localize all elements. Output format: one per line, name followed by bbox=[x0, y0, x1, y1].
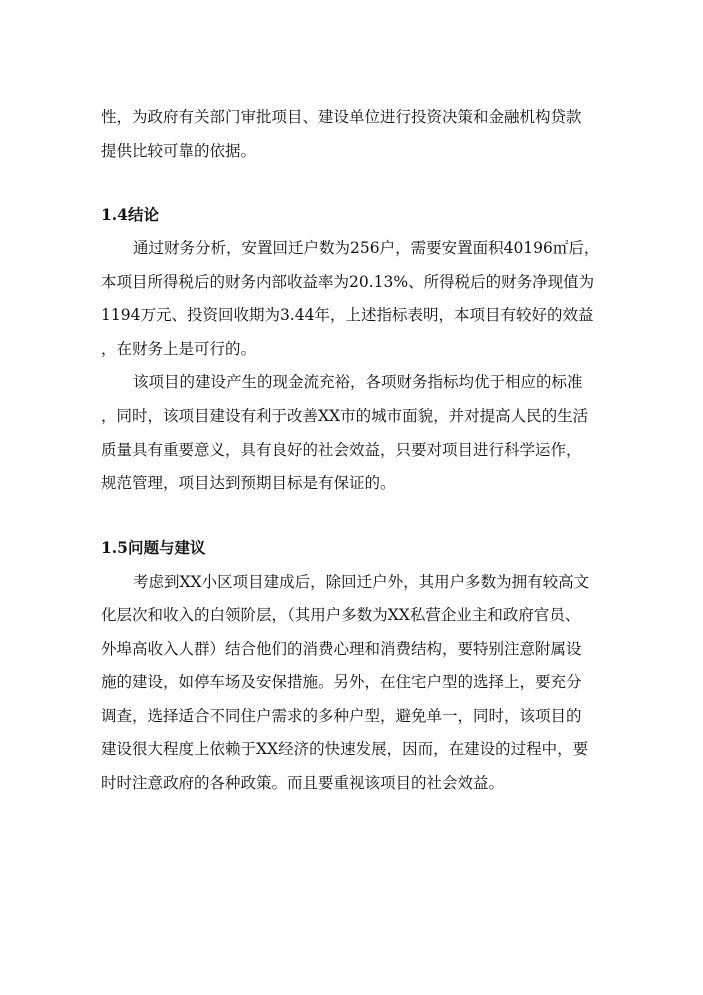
issues-p1-line-6: 建设很大程度上依赖于XX经济的快速发展，因而，在建设的过程中，要 bbox=[101, 740, 589, 758]
conclusion-p1-line-3: 1194万元、投资回收期为3.44年，上述指标表明，本项目有较好的效益 bbox=[101, 306, 594, 324]
conclusion-p1-line-4: ，在财务上是可行的。 bbox=[101, 340, 257, 358]
issues-p1-line-3: 外埠高收入人群）结合他们的消费心理和消费结构，要特别注意附属设 bbox=[101, 640, 582, 658]
section-heading-issues: 1.5问题与建议 bbox=[101, 538, 206, 557]
section-heading-conclusion: 1.4结论 bbox=[101, 205, 159, 224]
conclusion-p1-line-2: 本项目所得税后的财务内部收益率为20.13%、所得税后的财务净现值为 bbox=[101, 273, 595, 291]
conclusion-p2-line-4: 规范管理，项目达到预期目标是有保证的。 bbox=[101, 474, 396, 492]
conclusion-p2-line-2: ，同时，该项目建设有利于改善XX市的城市面貌，并对提高人民的生活 bbox=[101, 407, 589, 425]
intro-line-2: 提供比较可靠的依据。 bbox=[101, 142, 257, 160]
conclusion-p2-line-3: 质量具有重要意义，具有良好的社会效益，只要对项目进行科学运作， bbox=[101, 441, 582, 459]
intro-line-1: 性，为政府有关部门审批项目、建设单位进行投资决策和金融机构贷款 bbox=[101, 108, 582, 126]
issues-p1-line-2: 化层次和收入的白领阶层，（其用户多数为XX私营企业主和政府官员、 bbox=[101, 606, 581, 624]
issues-p1-line-1: 考虑到XX小区项目建成后，除回迁户外，其用户多数为拥有较高文 bbox=[133, 573, 590, 591]
issues-p1-line-7: 时时注意政府的各种政策。而且要重视该项目的社会效益。 bbox=[101, 774, 505, 792]
issues-p1-line-5: 调查，选择适合不同住户需求的多种户型，避免单一，同时，该项目的 bbox=[101, 707, 582, 725]
issues-p1-line-4: 施的建设，如停车场及安保措施。另外，在住宅户型的选择上，要充分 bbox=[101, 673, 582, 691]
conclusion-p2-line-1: 该项目的建设产生的现金流充裕，各项财务指标均优于相应的标准 bbox=[133, 373, 583, 391]
conclusion-p1-line-1: 通过财务分析，安置回迁户数为256户，需要安置面积40196㎡后， bbox=[133, 239, 600, 257]
